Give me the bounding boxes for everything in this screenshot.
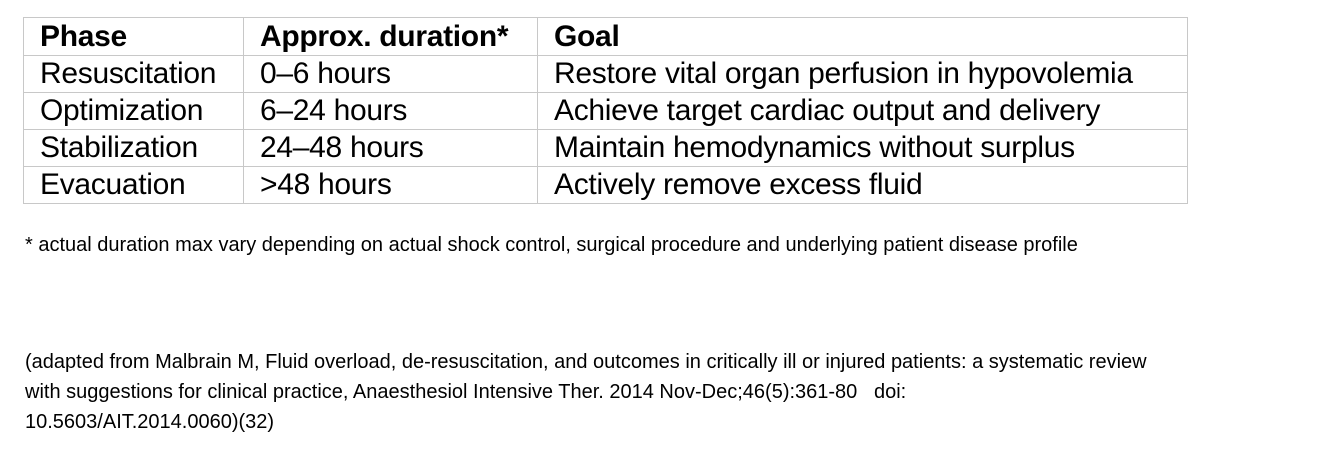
cell-phase: Evacuation xyxy=(24,167,244,204)
citation-line: (adapted from Malbrain M, Fluid overload, de-resuscitation, and outcomes in critically ill or injured patients: a systematic review xyxy=(25,351,1147,373)
header-approx-duration: Approx. duration* xyxy=(244,18,538,56)
cell-duration: 6–24 hours xyxy=(244,93,538,130)
duration-footnote: * actual duration max vary depending on actual shock control, surgical procedure and underlying patient disease profile xyxy=(25,234,1078,256)
cell-duration: 24–48 hours xyxy=(244,130,538,167)
table-header-row xyxy=(24,18,1188,56)
cell-duration: 0–6 hours xyxy=(244,56,538,93)
source-citation xyxy=(25,347,1310,437)
cell-goal: Restore vital organ perfusion in hypovolemia xyxy=(538,56,1188,93)
cell-goal: Maintain hemodynamics without surplus xyxy=(538,130,1188,167)
table-row xyxy=(24,56,1188,93)
cell-phase: Optimization xyxy=(24,93,244,130)
citation-line: 10.5603/AIT.2014.0060)(32) xyxy=(25,411,275,433)
cell-duration: >48 hours xyxy=(244,167,538,204)
table-row xyxy=(24,93,1188,130)
fluid-phases-table xyxy=(23,17,1188,204)
citation-line: with suggestions for clinical practice, Anaesthesiol Intensive Ther. 2014 Nov-Dec;46(5):361-80 doi: xyxy=(25,381,907,403)
header-phase: Phase xyxy=(24,18,244,56)
table-row xyxy=(24,167,1188,204)
cell-goal: Actively remove excess fluid xyxy=(538,167,1188,204)
table-row xyxy=(24,130,1188,167)
cell-goal: Achieve target cardiac output and delivery xyxy=(538,93,1188,130)
cell-phase: Resuscitation xyxy=(24,56,244,93)
cell-phase: Stabilization xyxy=(24,130,244,167)
header-goal: Goal xyxy=(538,18,1188,56)
